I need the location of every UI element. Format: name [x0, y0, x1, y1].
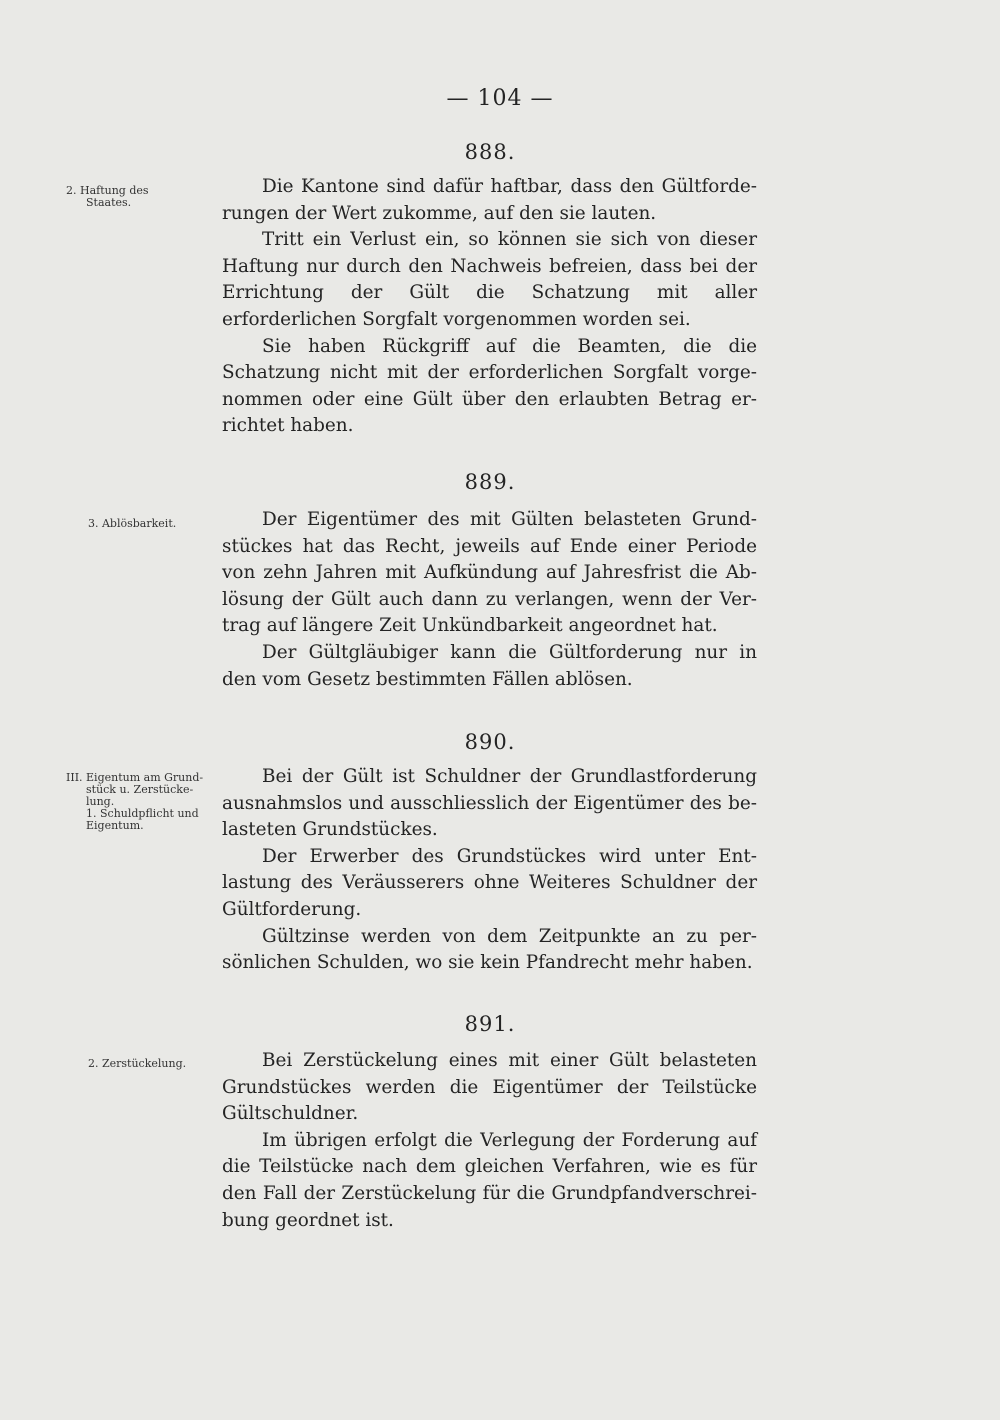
paragraph: Der Gültgläubiger kann die Gültforderung nur in den vom Gesetz bestimmten Fällen ablösen.	[222, 641, 757, 690]
paragraph: Gültzinse werden von dem Zeitpunkte an zu persönlichen Schulden, wo sie kein Pfandrecht mehr haben.	[222, 925, 757, 974]
margin-note-888	[66, 185, 226, 209]
article-number-890: 890.	[464, 730, 516, 754]
paragraph: Sie haben Rückgriff auf die Beamten, die die Schatzung nicht mit der erforderlichen Sorgfalt vorgenommen oder eine Gült über den erlaubten Betrag errichtet haben.	[222, 335, 757, 437]
article-number-891: 891.	[464, 1012, 516, 1036]
paragraph: Bei der Gült ist Schuldner der Grundlastforderung ausnahmslos und ausschliesslich der Eigentümer des belasteten Grundstückes.	[222, 766, 757, 841]
margin-note-line: stück u. Zerstücke-	[86, 783, 194, 796]
paragraph: Tritt ein Verlust ein, so können sie sich von dieser Haftung nur durch den Nachweis befreien, dass bei der Errichtung der Gült die Schatzung mit aller erforderlichen Sorgfalt vorgenommen worden sei.	[222, 229, 757, 330]
margin-note-line: 2. Haftung des	[66, 184, 149, 197]
margin-note-line: Eigentum.	[86, 819, 144, 832]
paragraph: Bei Zerstückelung eines mit einer Gült belasteten Grundstückes werden die Eigentümer der Teilstücke Gültschuldner.	[222, 1050, 757, 1125]
margin-note-line: lung.	[86, 795, 115, 808]
article-number-889: 889.	[464, 470, 516, 494]
paragraph: Der Eigentümer des mit Gülten belasteten Grundstückes hat das Recht, jeweils auf Ende einer Periode von zehn Jahren mit Aufkündung auf Jahresfrist die Ablösung der Gült auch dann zu verlangen, wenn der Vertrag auf längere Zeit Unkündbarkeit angeordnet hat.	[222, 509, 757, 637]
paragraph: Der Erwerber des Grundstückes wird unter Entlastung des Veräusserers ohne Weiteres Schuldner der Gültforderung.	[222, 845, 757, 920]
article-body-889	[222, 507, 757, 693]
margin-note-890	[66, 772, 226, 832]
margin-note-line: 3. Ablösbarkeit.	[88, 517, 177, 530]
paragraph: Im übrigen erfolgt die Verlegung der Forderung auf die Teilstücke nach dem gleichen Verfahren, wie es für den Fall der Zerstückelung für die Grundpfandverschreibung geordnet ist.	[222, 1129, 757, 1231]
article-body-891	[222, 1048, 757, 1234]
margin-note-line: 2. Zerstückelung.	[88, 1057, 187, 1070]
margin-note-889	[66, 518, 226, 530]
paragraph: Die Kantone sind dafür haftbar, dass den Gültforderungen der Wert zukomme, auf den sie lauten.	[222, 176, 757, 224]
article-body-890	[222, 764, 757, 977]
margin-note-line: III. Eigentum am Grund-	[66, 771, 204, 784]
page-number: — 104 —	[446, 86, 554, 111]
margin-note-line: 1. Schuldpflicht und	[86, 807, 199, 820]
margin-note-891	[66, 1058, 226, 1070]
margin-note-line: Staates.	[86, 196, 132, 209]
article-body-888	[222, 174, 757, 440]
article-number-888: 888.	[464, 140, 516, 164]
